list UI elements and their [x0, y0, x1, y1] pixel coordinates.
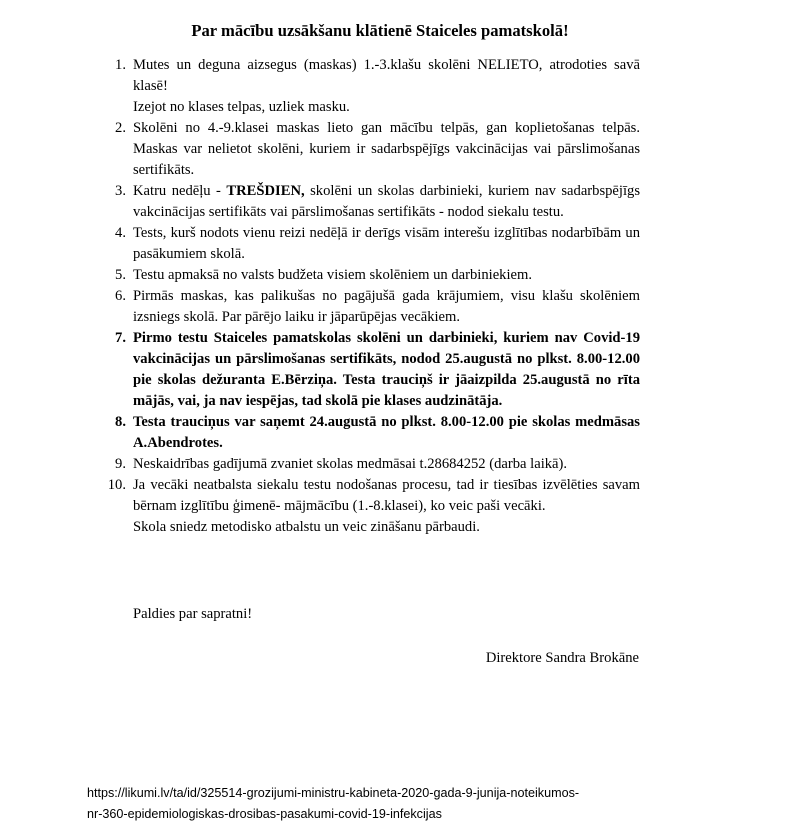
- list-item-6: [100, 286, 640, 328]
- item-text-before: Katru nedēļu -: [133, 183, 227, 199]
- item-number: 7.: [115, 330, 126, 346]
- list-item-4: [100, 223, 640, 265]
- item-text: Neskaidrības gadījumā zvaniet skolas medmāsai t.28684252 (darba laikā).: [133, 456, 568, 472]
- item-text-after: skolēni un skolas darbinieki, kuriem nav sadarbspējīgs vakcinācijas sertifikāts vai pārslimošanas sertifikāts - nodod siekalu testu.: [133, 183, 640, 220]
- item-number: 2.: [115, 120, 126, 136]
- list-item-9: [100, 454, 640, 475]
- list-item-5: [100, 265, 640, 286]
- item-number: 1.: [115, 57, 126, 73]
- source-url-line1[interactable]: https://likumi.lv/ta/id/325514-grozijumi-ministru-kabineta-2020-gada-9-junija-noteikumos-: [87, 786, 580, 800]
- list-item-10: [100, 475, 640, 538]
- item-text: Testu apmaksā no valsts budžeta visiem skolēniem un darbiniekiem.: [133, 267, 532, 283]
- item-text-line2: Izejot no klases telpas, uzliek masku.: [133, 99, 350, 115]
- item-text: Mutes un deguna aizsegus (maskas) 1.-3.klašu skolēni NELIETO, atrodoties savā klasē!: [133, 57, 640, 94]
- list-item-7: [100, 328, 640, 412]
- list-item-3: [100, 181, 640, 223]
- signature: Direktore Sandra Brokāne: [485, 650, 639, 666]
- item-text: Ja vecāki neatbalsta siekalu testu nodošanas procesu, tad ir tiesības izvēlēties savam bērnam izglītību ģimenē- mājmācību (1.-8.klasei), ko veic paši vecāki.: [133, 477, 640, 514]
- item-text: [133, 181, 640, 223]
- item-number: 10.: [107, 477, 126, 493]
- list-item-2: [100, 118, 640, 181]
- item-number: 4.: [115, 225, 126, 241]
- list-item-8: [100, 412, 640, 454]
- item-text-bold: TREŠDIEN,: [226, 183, 305, 199]
- page-title: Par mācību uzsākšanu klātienē Staiceles pamatskolā!: [191, 21, 569, 40]
- source-url-line2[interactable]: nr-360-epidemiologiskas-drosibas-pasakumi-covid-19-infekcijas: [87, 807, 442, 821]
- item-number: 5.: [115, 267, 126, 283]
- item-text: Tests, kurš nodots vienu reizi nedēļā ir derīgs visām interešu izglītības nodarbībām un pasākumiem skolā.: [133, 225, 640, 262]
- item-number: 3.: [115, 183, 126, 199]
- item-text: Pirmo testu Staiceles pamatskolas skolēni un darbinieki, kuriem nav Covid-19 vakcinācijas un pārslimošanas sertifikāts, nodod 25.augustā no plkst. 8.00-12.00 pie skolas dežuranta E.Bērziņa. Testa trauciņš ir jāaizpilda 25.augustā no rīta mājās, vai, ja nav iespējas, tad skolā pie klases audzinātāja.: [133, 330, 640, 409]
- list-item-1: [100, 55, 640, 118]
- item-text-line2: Skola sniedz metodisko atbalstu un veic zināšanu pārbaudi.: [133, 519, 480, 535]
- item-text: Skolēni no 4.-9.klasei maskas lieto gan mācību telpās, gan koplietošanas telpās. Maskas var nelietot skolēni, kuriem ir sadarbspējīgs vakcinācijas vai pārslimošanas sertifikāts.: [133, 120, 640, 178]
- notice-list: [100, 55, 640, 538]
- item-text: Pirmās maskas, kas palikušas no pagājušā gada krājumiem, visu klašu skolēniem izsniegs skolā. Par pārējo laiku ir jāparūpējas vecākiem.: [133, 288, 640, 325]
- item-number: 6.: [115, 288, 126, 304]
- item-number: 9.: [115, 456, 126, 472]
- closing-thanks: Paldies par sapratni!: [133, 606, 253, 622]
- source-url[interactable]: [87, 783, 647, 825]
- item-number: 8.: [115, 414, 126, 430]
- item-text: Testa trauciņus var saņemt 24.augustā no plkst. 8.00-12.00 pie skolas medmāsas A.Abendrotes.: [133, 414, 640, 451]
